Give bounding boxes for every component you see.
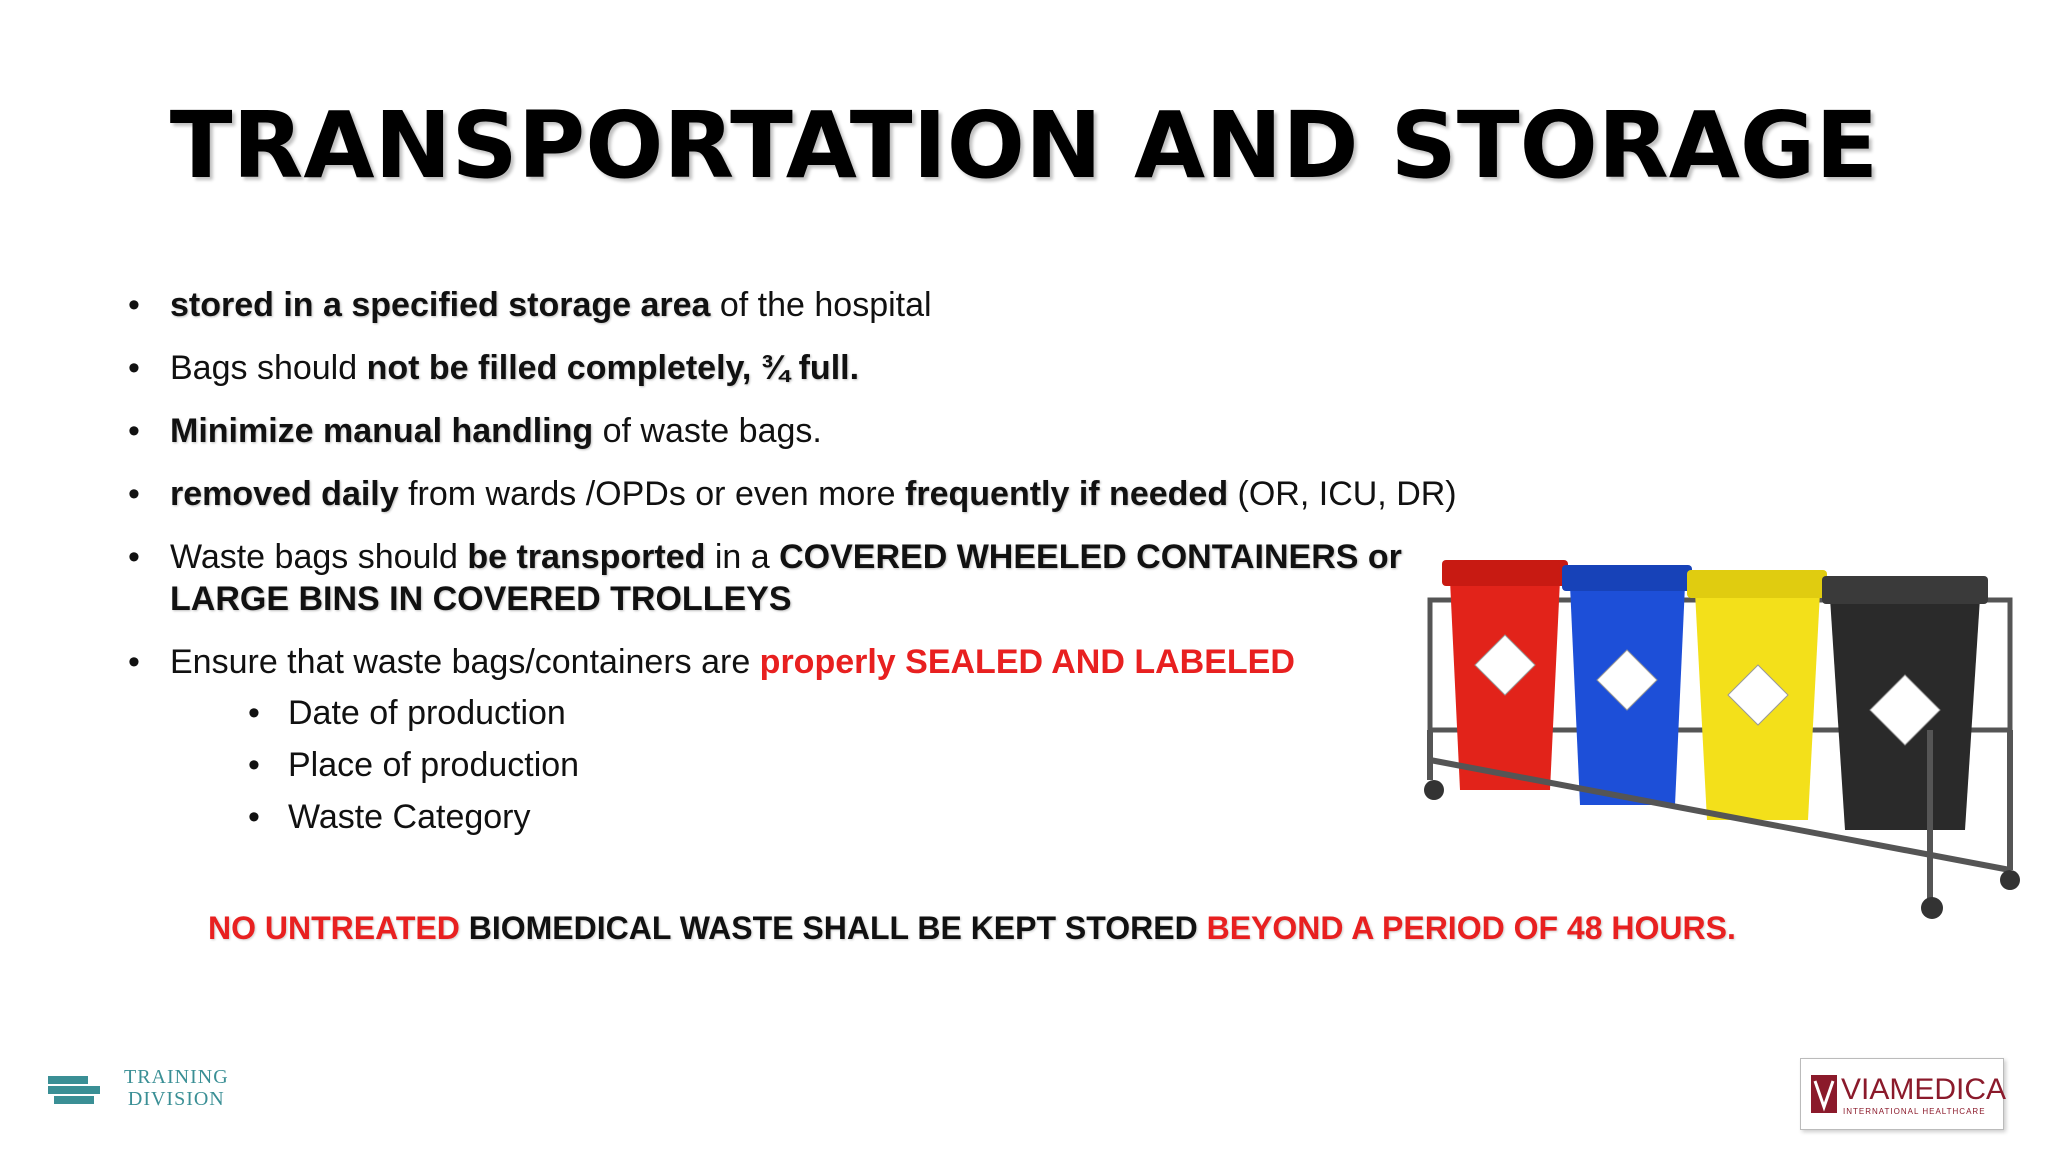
bullet-removal: • removed daily from wards /OPDs or even more frequently if needed (OR, ICU, DR) [128, 473, 1468, 515]
storage-warning: NO UNTREATED BIOMEDICAL WASTE SHALL BE KEPT STORED BEYOND A PERIOD OF 48 HOURS. [208, 910, 1736, 946]
slide-title: TRANSPORTATION AND STORAGE [169, 92, 1879, 199]
viamedica-logo [1800, 1058, 2007, 1130]
viamedica-mark-icon [1811, 1075, 1837, 1113]
bullet-bag-fill: • Bags should not be filled completely, ¾ full. [128, 347, 1468, 389]
bullet-list [128, 284, 1468, 864]
viamedica-tagline: INTERNATIONAL HEALTHCARE [1843, 1107, 1986, 1116]
sub-bullet: • Date of production [248, 687, 1468, 739]
logo-line-2: DIVISION [127, 1088, 225, 1110]
bullet-manual-handling: • Minimize manual handling of waste bags. [128, 410, 1468, 452]
bullet-transport: • Waste bags should be transported in a COVERED WHEELED CONTAINERS or LARGE BINS IN COVERED TROLLEYS [128, 536, 1468, 620]
viamedica-name: VIAMEDICA [1841, 1073, 2007, 1106]
training-icon [44, 1072, 104, 1112]
sub-bullet: • Waste Category [248, 791, 1468, 843]
bullet-storage-area: • stored in a specified storage area of the hospital [128, 284, 1468, 326]
logo-line-1: TRAINING [124, 1066, 229, 1088]
sub-bullet: • Place of production [248, 739, 1468, 791]
waste-bin-trolley-image [1420, 540, 2020, 960]
label-requirements-list [170, 687, 1468, 843]
bullet-sealing: • Ensure that waste bags/containers are properly SEALED AND LABELED • Date of production • Place of production • Waste Category [128, 641, 1468, 843]
training-division-logo [44, 1062, 274, 1118]
